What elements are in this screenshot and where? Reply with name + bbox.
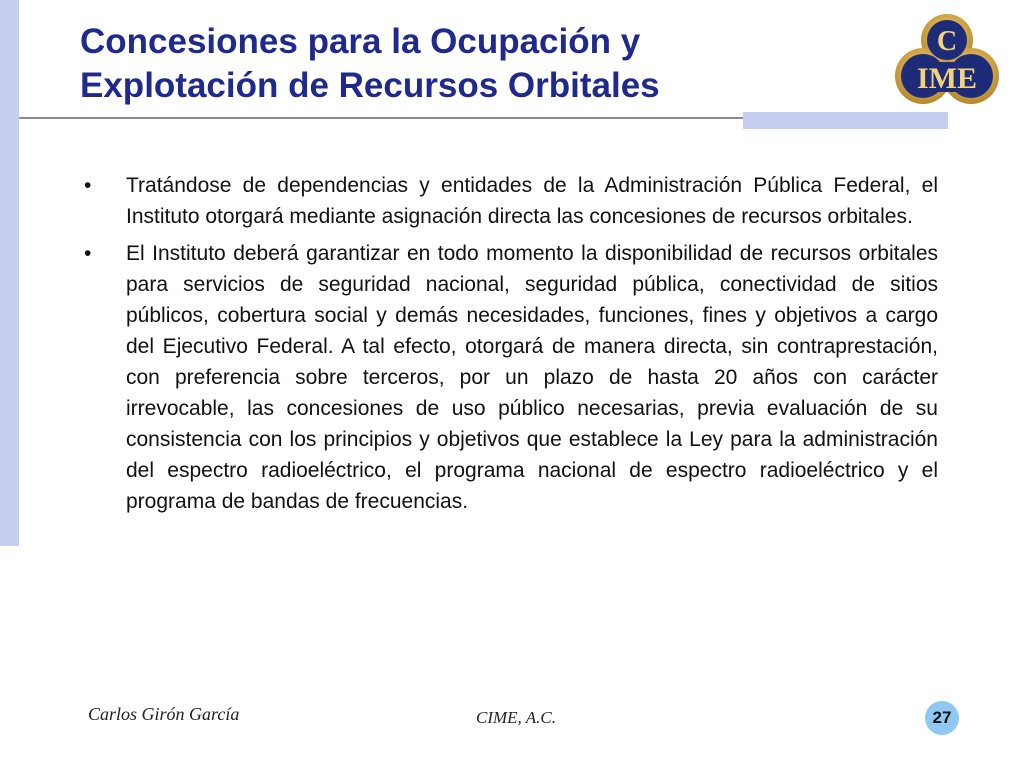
footer-author: Carlos Girón García — [88, 704, 240, 724]
page-number-badge — [925, 701, 959, 735]
slide-title — [80, 20, 760, 108]
left-accent-bar — [0, 0, 19, 546]
bullet-text: Tratándose de dependencias y entidades de la Administración Pública Federal, el Instituto otorgará mediante asignación directa las concesiones de recursos orbitales. — [126, 174, 938, 228]
footer-organization: CIME, A.C. — [476, 708, 556, 727]
bullet-marker: • — [84, 174, 92, 197]
logo-letter-c: C — [936, 26, 958, 57]
page-number: 27 — [932, 708, 952, 727]
slide-title-line-1: Concesiones para la Ocupación y — [80, 22, 641, 61]
bullet-text: El Instituto deberá garantizar en todo momento la disponibilidad de recursos orbitales para servicios de seguridad nacional, seguridad pública, conectividad de sitios públicos, cobertura social y demás necesidades, funciones, fines y objetivos a cargo del Ejecutivo Federal. A tal efecto, otorgará de manera directa, sin contraprestación, con preferencia sobre terceros, por un plazo de hasta 20 años con carácter irrevocable, las concesiones de uso público necesarias, previa evaluación de su consistencia con los principios y objetivos que establece la Ley para la administración del espectro radioeléctrico, el programa nacional de espectro radioeléctrico y el programa de bandas de frecuencias. — [126, 242, 938, 513]
slide-title-line-2: Explotación de Recursos Orbitales — [80, 66, 660, 105]
bullet-item — [82, 170, 938, 232]
cime-logo-icon — [893, 8, 1001, 116]
logo-letters-ime: IME — [917, 62, 977, 95]
bullet-marker: • — [84, 242, 92, 265]
bullet-item — [82, 238, 938, 517]
bullet-list — [82, 170, 938, 523]
